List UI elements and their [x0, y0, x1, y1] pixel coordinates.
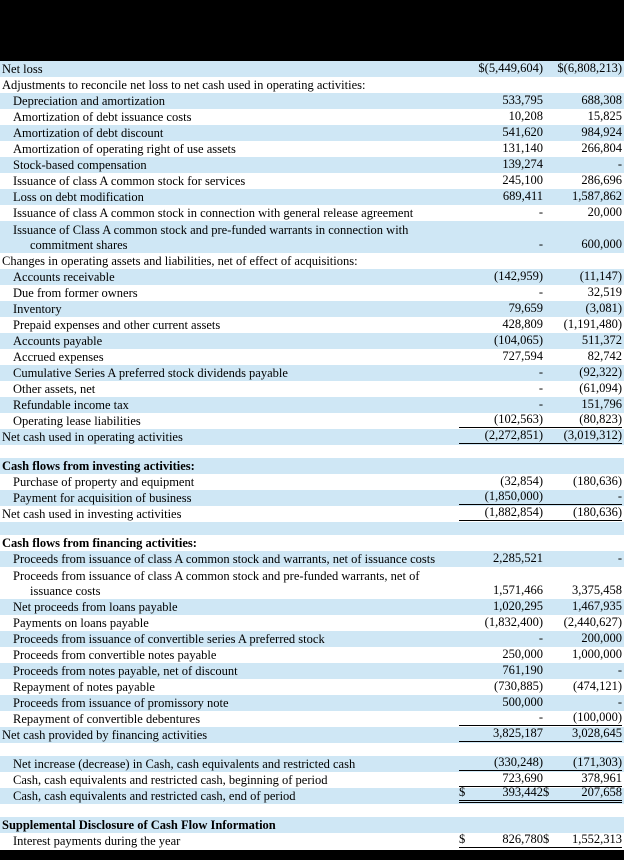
value-col2: 266,804	[581, 141, 622, 155]
value-col2	[543, 785, 622, 803]
value-col1: $(5,449,604)	[478, 61, 543, 75]
table-row	[0, 77, 624, 93]
row-label-line1: Amortization of debt issuance costs	[13, 110, 192, 124]
row-label	[0, 270, 459, 285]
value-col1	[459, 832, 543, 848]
row-label-line1: Prepaid expenses and other current assets	[13, 318, 221, 332]
table-row	[0, 631, 624, 647]
value-col2: 600,000	[581, 237, 622, 251]
value-col1: -	[538, 285, 543, 299]
value-number: 826,780	[502, 832, 543, 846]
table-row	[0, 157, 624, 173]
value-col2: (11,147)	[579, 269, 622, 283]
value-col1: (1,882,854)	[459, 505, 543, 521]
dollar-sign: $	[543, 832, 550, 846]
row-label-line1: Inventory	[13, 302, 62, 316]
row-label	[0, 414, 459, 429]
value-col1: (2,272,851)	[459, 428, 543, 444]
row-label	[0, 552, 459, 567]
row-label	[0, 491, 459, 506]
row-label-line1: Accrued expenses	[13, 350, 104, 364]
row-label-line1: Proceeds from issuance of class A common stock and pre-funded warrants, net of	[13, 569, 420, 583]
row-label-line1: Net proceeds from loans payable	[13, 600, 178, 614]
row-label	[0, 126, 459, 141]
value-col2: (100,000)	[543, 710, 622, 726]
row-label-line1: Net cash used in investing activities	[2, 507, 182, 521]
cash-flow-table	[0, 61, 624, 849]
row-label	[0, 350, 459, 365]
row-label-line1: Depreciation and amortization	[13, 94, 166, 108]
row-label	[0, 696, 459, 711]
value-col2: (61,094)	[579, 381, 622, 395]
row-label-line1: Issuance of Class A common stock and pre-funded warrants in connection with	[13, 223, 409, 237]
row-label-line1: Accounts receivable	[13, 270, 115, 284]
value-col2: $(6,808,213)	[557, 61, 622, 75]
row-label-line1: Proceeds from notes payable, net of discount	[13, 664, 238, 678]
value-col2: -	[617, 663, 622, 677]
value-col2: 151,796	[581, 397, 622, 411]
table-row	[0, 365, 624, 381]
table-row	[0, 599, 624, 615]
row-label	[0, 254, 459, 269]
table-row	[0, 647, 624, 663]
row-label	[0, 818, 459, 833]
table-row	[0, 285, 624, 301]
table-row	[0, 458, 624, 474]
value-col2: -	[617, 695, 622, 709]
row-label-line1: Net loss	[2, 62, 43, 76]
table-row	[0, 833, 624, 849]
row-label	[0, 158, 459, 173]
value-col1: (104,065)	[494, 333, 543, 347]
value-col2: (3,081)	[585, 301, 622, 315]
value-col1: 533,795	[502, 93, 543, 107]
row-label-line1: Operating lease liabilities	[13, 414, 141, 428]
value-col1: 500,000	[502, 695, 543, 709]
table-row	[0, 535, 624, 551]
row-label	[0, 475, 459, 490]
value-number: 1,552,313	[572, 832, 622, 846]
value-col2: 378,961	[543, 771, 622, 787]
row-label	[0, 206, 459, 221]
table-row	[0, 93, 624, 109]
value-col2: (180,636)	[543, 505, 622, 521]
value-col2: (3,019,312)	[543, 428, 622, 444]
row-label-line1: Issuance of class A common stock for services	[13, 174, 246, 188]
value-col1: (1,832,400)	[484, 615, 543, 629]
row-label	[0, 398, 459, 413]
value-col1: 428,809	[502, 317, 543, 331]
row-label-line1: Other assets, net	[13, 382, 96, 396]
value-col2: (171,303)	[543, 755, 622, 771]
table-row	[0, 141, 624, 157]
value-col1: 10,208	[508, 109, 543, 123]
row-label-line1: Net cash used in operating activities	[2, 430, 183, 444]
row-label-line1: Cash flows from financing activities:	[2, 536, 197, 550]
row-label-line1: Payment for acquisition of business	[13, 491, 192, 505]
value-col1: -	[538, 365, 543, 379]
row-label	[0, 459, 459, 474]
row-label	[0, 78, 459, 93]
row-label-line1: Cumulative Series A preferred stock dividends payable	[13, 366, 288, 380]
value-col1: 689,411	[502, 189, 543, 203]
dollar-sign: $	[459, 785, 466, 799]
row-label	[0, 664, 459, 679]
bottom-rule-bar	[0, 850, 624, 860]
row-label	[0, 648, 459, 663]
row-label-line2: commitment shares	[30, 238, 128, 252]
value-col1: 1,571,466	[493, 583, 543, 597]
table-row	[0, 413, 624, 429]
row-label-line2: issuance costs	[30, 584, 101, 598]
value-col1: (102,563)	[459, 412, 543, 428]
value-col2: 688,308	[581, 93, 622, 107]
row-label	[0, 223, 459, 253]
row-label-line1: Accounts payable	[13, 334, 103, 348]
table-row	[0, 817, 624, 833]
row-label	[0, 569, 459, 599]
table-row	[0, 125, 624, 141]
value-col1: -	[538, 205, 543, 219]
row-label-line1: Amortization of operating right of use assets	[13, 142, 236, 156]
row-label-line1: Payments on loans payable	[13, 616, 149, 630]
dollar-sign: $	[543, 785, 550, 799]
value-col2: -	[543, 489, 622, 505]
row-label	[0, 834, 459, 849]
row-label	[0, 190, 459, 205]
value-col1: 79,659	[508, 301, 543, 315]
table-row	[0, 679, 624, 695]
table-row	[0, 109, 624, 125]
value-col1: -	[538, 237, 543, 251]
row-label-line1: Refundable income tax	[13, 398, 129, 412]
value-col2: 3,028,645	[543, 726, 622, 742]
table-row	[0, 173, 624, 189]
row-label	[0, 110, 459, 125]
row-label	[0, 536, 459, 551]
row-label	[0, 62, 459, 77]
value-col2: 286,696	[581, 173, 622, 187]
row-label	[0, 728, 459, 743]
value-number: 393,442	[502, 785, 543, 799]
value-col1: 2,285,521	[493, 551, 543, 565]
row-label-line1: Net increase (decrease) in Cash, cash equivalents and restricted cash	[13, 757, 356, 771]
table-row	[0, 474, 624, 490]
value-col1: 250,000	[502, 647, 543, 661]
row-label-line1: Repayment of convertible debentures	[13, 712, 201, 726]
row-label-line1: Cash flows from investing activities:	[2, 459, 195, 473]
row-label	[0, 600, 459, 615]
value-col2: 1,587,862	[572, 189, 622, 203]
value-col2: (80,823)	[543, 412, 622, 428]
dollar-sign: $	[459, 832, 466, 846]
table-row	[0, 756, 624, 772]
table-row	[0, 695, 624, 711]
value-col1: 131,140	[502, 141, 543, 155]
row-label	[0, 789, 459, 804]
value-col2	[543, 832, 622, 848]
value-col1: 245,100	[502, 173, 543, 187]
table-row	[0, 333, 624, 349]
value-col2: 82,742	[587, 349, 622, 363]
value-col1: -	[538, 631, 543, 645]
row-label-line1: Proceeds from convertible notes payable	[13, 648, 217, 662]
value-col2: -	[617, 551, 622, 565]
table-row	[0, 381, 624, 397]
value-col2: (474,121)	[573, 679, 622, 693]
row-label-line1: Cash, cash equivalents and restricted cash, beginning of period	[13, 773, 328, 787]
value-col1: -	[538, 397, 543, 411]
row-label-line1: Amortization of debt discount	[13, 126, 164, 140]
row-label	[0, 334, 459, 349]
table-row	[0, 301, 624, 317]
row-label	[0, 430, 459, 445]
table-row	[0, 349, 624, 365]
table-row	[0, 663, 624, 679]
table-row	[0, 567, 624, 599]
value-col2: 1,000,000	[572, 647, 622, 661]
row-label-line1: Purchase of property and equipment	[13, 475, 195, 489]
row-label	[0, 142, 459, 157]
value-col2: 15,825	[587, 109, 622, 123]
row-label-line1: Interest payments during the year	[13, 834, 181, 848]
table-row	[0, 269, 624, 285]
value-col1: (330,248)	[459, 755, 543, 771]
row-label	[0, 757, 459, 772]
value-col2: 200,000	[581, 631, 622, 645]
value-number: 207,658	[581, 785, 622, 799]
table-row	[0, 711, 624, 727]
row-label-line1: Adjustments to reconcile net loss to net cash used in operating activities:	[2, 78, 366, 92]
value-col2: (1,191,480)	[563, 317, 622, 331]
table-row	[0, 490, 624, 506]
value-col2: 20,000	[587, 205, 622, 219]
row-label-line1: Issuance of class A common stock in connection with general release agreement	[13, 206, 414, 220]
row-label-line1: Proceeds from issuance of convertible series A preferred stock	[13, 632, 325, 646]
row-label	[0, 318, 459, 333]
value-col2: -	[617, 157, 622, 171]
row-label	[0, 616, 459, 631]
spacer-row	[0, 804, 624, 817]
value-col2: 32,519	[587, 285, 622, 299]
table-row	[0, 506, 624, 522]
row-label	[0, 94, 459, 109]
row-label-line1: Stock-based compensation	[13, 158, 147, 172]
table-row	[0, 429, 624, 445]
spacer-row	[0, 445, 624, 458]
value-col2: 1,467,935	[572, 599, 622, 613]
row-label-line1: Due from former owners	[13, 286, 138, 300]
table-row	[0, 397, 624, 413]
table-row	[0, 317, 624, 333]
row-label	[0, 366, 459, 381]
row-label-line1: Changes in operating assets and liabilities, net of effect of acquisitions:	[2, 254, 358, 268]
value-col1: 139,274	[502, 157, 543, 171]
row-label	[0, 382, 459, 397]
value-col1: 1,020,295	[493, 599, 543, 613]
value-col1: (730,885)	[494, 679, 543, 693]
table-row	[0, 189, 624, 205]
row-label	[0, 507, 459, 522]
value-col1: 727,594	[502, 349, 543, 363]
row-label-line1: Net cash provided by financing activities	[2, 728, 208, 742]
value-col1	[459, 785, 543, 803]
value-col1: (32,854)	[500, 474, 543, 488]
value-col1: -	[538, 381, 543, 395]
row-label-line1: Supplemental Disclosure of Cash Flow Information	[2, 818, 276, 832]
value-col2: 3,375,458	[572, 583, 622, 597]
row-label-line1: Proceeds from issuance of promissory note	[13, 696, 229, 710]
table-row	[0, 785, 624, 804]
row-label-line1: Cash, cash equivalents and restricted cash, end of period	[13, 789, 296, 803]
value-col1: 723,690	[459, 771, 543, 787]
value-col2: (180,636)	[573, 474, 622, 488]
row-label	[0, 174, 459, 189]
row-label	[0, 773, 459, 788]
value-col1: (1,850,000)	[459, 489, 543, 505]
table-row	[0, 253, 624, 269]
value-col1: -	[459, 710, 543, 726]
row-label-line1: Repayment of notes payable	[13, 680, 155, 694]
table-row	[0, 551, 624, 567]
table-row	[0, 221, 624, 253]
row-label-line1: Loss on debt modification	[13, 190, 144, 204]
value-col1: 541,620	[502, 125, 543, 139]
value-col2: (2,440,627)	[563, 615, 622, 629]
row-label-line1: Proceeds from issuance of class A common stock and warrants, net of issuance costs	[13, 552, 436, 566]
row-label	[0, 302, 459, 317]
value-col1: 761,190	[502, 663, 543, 677]
spacer-row	[0, 522, 624, 535]
table-row	[0, 205, 624, 221]
table-row	[0, 61, 624, 77]
value-col1: (142,959)	[494, 269, 543, 283]
value-col2: 511,372	[581, 333, 622, 347]
row-label	[0, 286, 459, 301]
value-col2: 984,924	[581, 125, 622, 139]
row-label	[0, 712, 459, 727]
row-label	[0, 632, 459, 647]
row-label	[0, 680, 459, 695]
value-col2: (92,322)	[579, 365, 622, 379]
table-row	[0, 615, 624, 631]
redacted-header-block	[0, 0, 624, 61]
table-row	[0, 727, 624, 743]
value-col1: 3,825,187	[459, 726, 543, 742]
